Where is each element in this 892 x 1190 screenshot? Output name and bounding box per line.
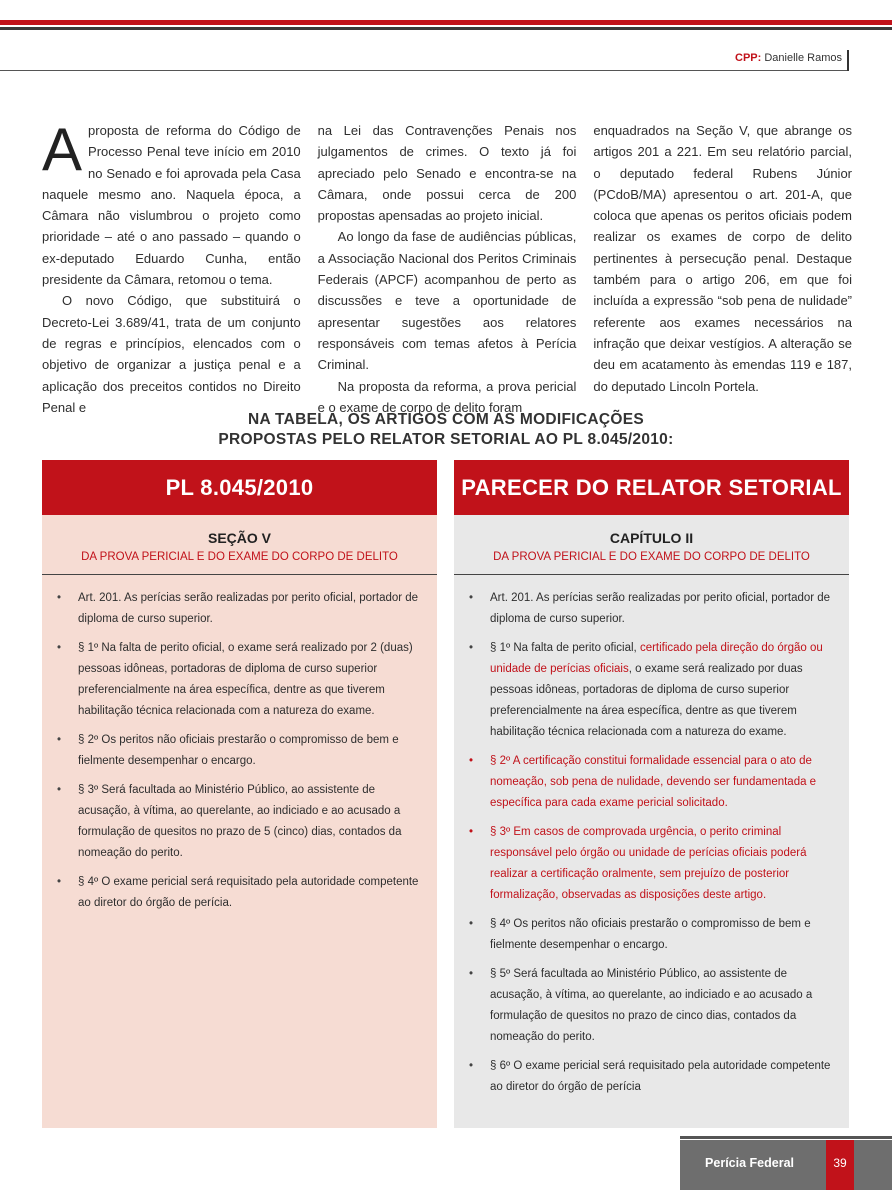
article-paragraph: O novo Código, que substituirá o Decreto-Lei 3.689/41, trata de um conjunto de regras e princípios, elencados com o objetivo de organizar a justiça penal e a aplicação dos preceitos contidos no Direito Penal e — [42, 293, 301, 415]
list-item: • Art. 201. As perícias serão realizadas por perito oficial, portador de diploma de curso superior. — [54, 588, 419, 630]
article-body — [42, 116, 853, 418]
list-item: • § 6º O exame pericial será requisitado pela autoridade competente ao diretor do órgão de perícia — [466, 1056, 831, 1098]
header-divider — [0, 70, 848, 71]
article-column-3 — [593, 120, 852, 418]
top-red-rule — [0, 20, 892, 25]
article-column-2 — [318, 120, 577, 418]
publication-name: Perícia Federal — [705, 1156, 794, 1170]
top-dark-rule — [0, 27, 892, 30]
drop-cap: A — [42, 116, 83, 183]
article-paragraph: Na proposta da reforma, a prova pericial e o exame de corpo de delito foram — [317, 378, 577, 415]
list-item: • § 4º O exame pericial será requisitado pela autoridade competente ao diretor do órgão de perícia. — [54, 872, 419, 914]
pl-items-list — [42, 575, 437, 914]
pl-section-subtitle: DA PROVA PERICIAL E DO EXAME DO CORPO DE DELITO — [81, 551, 398, 563]
pl-section-title: SEÇÃO V — [207, 530, 271, 546]
table-heading — [0, 410, 892, 450]
list-item: • § 3º Será facultada ao Ministério Público, ao assistente de acusação, à vítima, ao querelante, ao indiciado e ao acusado a formulação de quesitos no prazo de 5 (cinco) dias, contados da nomeação do perito. — [54, 780, 419, 864]
parecer-section-title: CAPÍTULO II — [609, 530, 694, 546]
parecer-items-list — [454, 575, 849, 1098]
table-heading-line-1: NA TABELA, OS ARTIGOS COM AS MODIFICAÇÕES — [247, 411, 645, 428]
header-divider-vertical — [847, 50, 849, 71]
section-header — [735, 52, 848, 64]
article-column-1 — [42, 116, 301, 418]
list-item: • § 1º Na falta de perito oficial, o exame será realizado por 2 (duas) pessoas idôneas, portadoras de diploma de curso superior preferencialmente na área específica, dentre as que tiverem habilitação técnica relacionada com a natureza do exame. — [54, 638, 419, 722]
list-item — [466, 638, 831, 743]
item-text: , o exame será realizado por duas pessoas idôneas, portadoras de diploma de curso superior preferencialmente na área específica, dentre as que tiverem habilitação técnica relacionada com a natureza do exame. — [490, 663, 803, 738]
paragraph-text: proposta de reforma do Código de Processo Penal teve início em 2010 no Senado e foi aprovada pela Casa naquele mesmo ano. Naquela época, a Câmara não vislumbrou o projeto como prioridade – até o ano passado – quando o ex-deputado Eduardo Cunha, então presidente da Câmara, retomou o tema. — [42, 123, 301, 288]
list-item: • § 4º Os peritos não oficiais prestarão o compromisso de bem e fielmente desempenhar o encargo. — [466, 914, 831, 956]
page-number: 39 — [826, 1140, 854, 1190]
list-item-highlight: • § 3º Em casos de comprovada urgência, o perito criminal responsável pelo órgão ou unidade de perícias oficiais poderá realizar a certificação oralmente, sem prejuízo de posterior formalização, observadas as disposições deste artigo. — [466, 822, 831, 906]
footer-rule — [680, 1136, 892, 1139]
list-item: • Art. 201. As perícias serão realizadas por perito oficial, portador de diploma de curso superior. — [466, 588, 831, 630]
article-paragraph: na Lei das Contravenções Penais nos julgamentos de crimes. O texto já foi apreciado pelo Senado e encontra-se na Câmara, onde possui cerca de 200 propostas apensadas ao projeto inicial. — [317, 123, 577, 224]
list-item: • § 2º Os peritos não oficiais prestarão o compromisso de bem e fielmente desempenhar o encargo. — [54, 730, 419, 772]
article-paragraph — [42, 116, 301, 290]
section-key: CPP: — [735, 52, 762, 64]
item-text: § 1º Na falta de perito oficial, — [490, 642, 640, 654]
article-paragraph: enquadrados na Seção V, que abrange os artigos 201 a 221. Em seu relatório parcial, o deputado federal Rubens Júnior (PCdoB/MA) apresentou o art. 201-A, que coloca que apenas os peritos oficiais podem realizar os exames de corpo de delito pertinentes à persecução penal. Destaque também para o artigo 206, em que foi incluída a expressão “sob pena de nulidade” referente aos exames necessários na infração que deixar vestígios. A alteração se deu em acatamento às emendas 119 e 187, do deputado Lincoln Portela. — [593, 123, 853, 394]
item-text-highlight: certificado pela direção do órgão ou unidade de perícias oficiais — [490, 642, 823, 675]
list-item-highlight: • § 2º A certificação constitui formalidade essencial para o ato de nomeação, sob pena de nulidade, devendo ser fundamentada e específica para cada exame pericial solicitado. — [466, 751, 831, 814]
list-item: • § 5º Será facultada ao Ministério Público, ao assistente de acusação, à vítima, ao querelante, ao indiciado e ao acusado a formulação de quesitos no prazo de cinco dias, contados da nomeação do perito. — [466, 964, 831, 1048]
article-paragraph: Ao longo da fase de audiências públicas, a Associação Nacional dos Peritos Criminais Federais (APCF) acompanhou de perto as discussões e teve a oportunidade de apresentar sugestões aos relatores responsáveis com temas afetos à Perícia Criminal. — [317, 229, 577, 373]
pl-panel-title: PL 8.045/2010 — [42, 460, 437, 515]
table-heading-line-2: PROPOSTAS PELO RELATOR SETORIAL AO PL 8.045/2010: — [218, 431, 674, 448]
parecer-panel-title: PARECER DO RELATOR SETORIAL — [454, 460, 849, 515]
parecer-section-subtitle: DA PROVA PERICIAL E DO EXAME DO CORPO DE DELITO — [493, 551, 810, 563]
parecer-panel — [454, 460, 849, 1128]
author-name: Danielle Ramos — [764, 52, 842, 64]
pl-panel — [42, 460, 437, 1128]
